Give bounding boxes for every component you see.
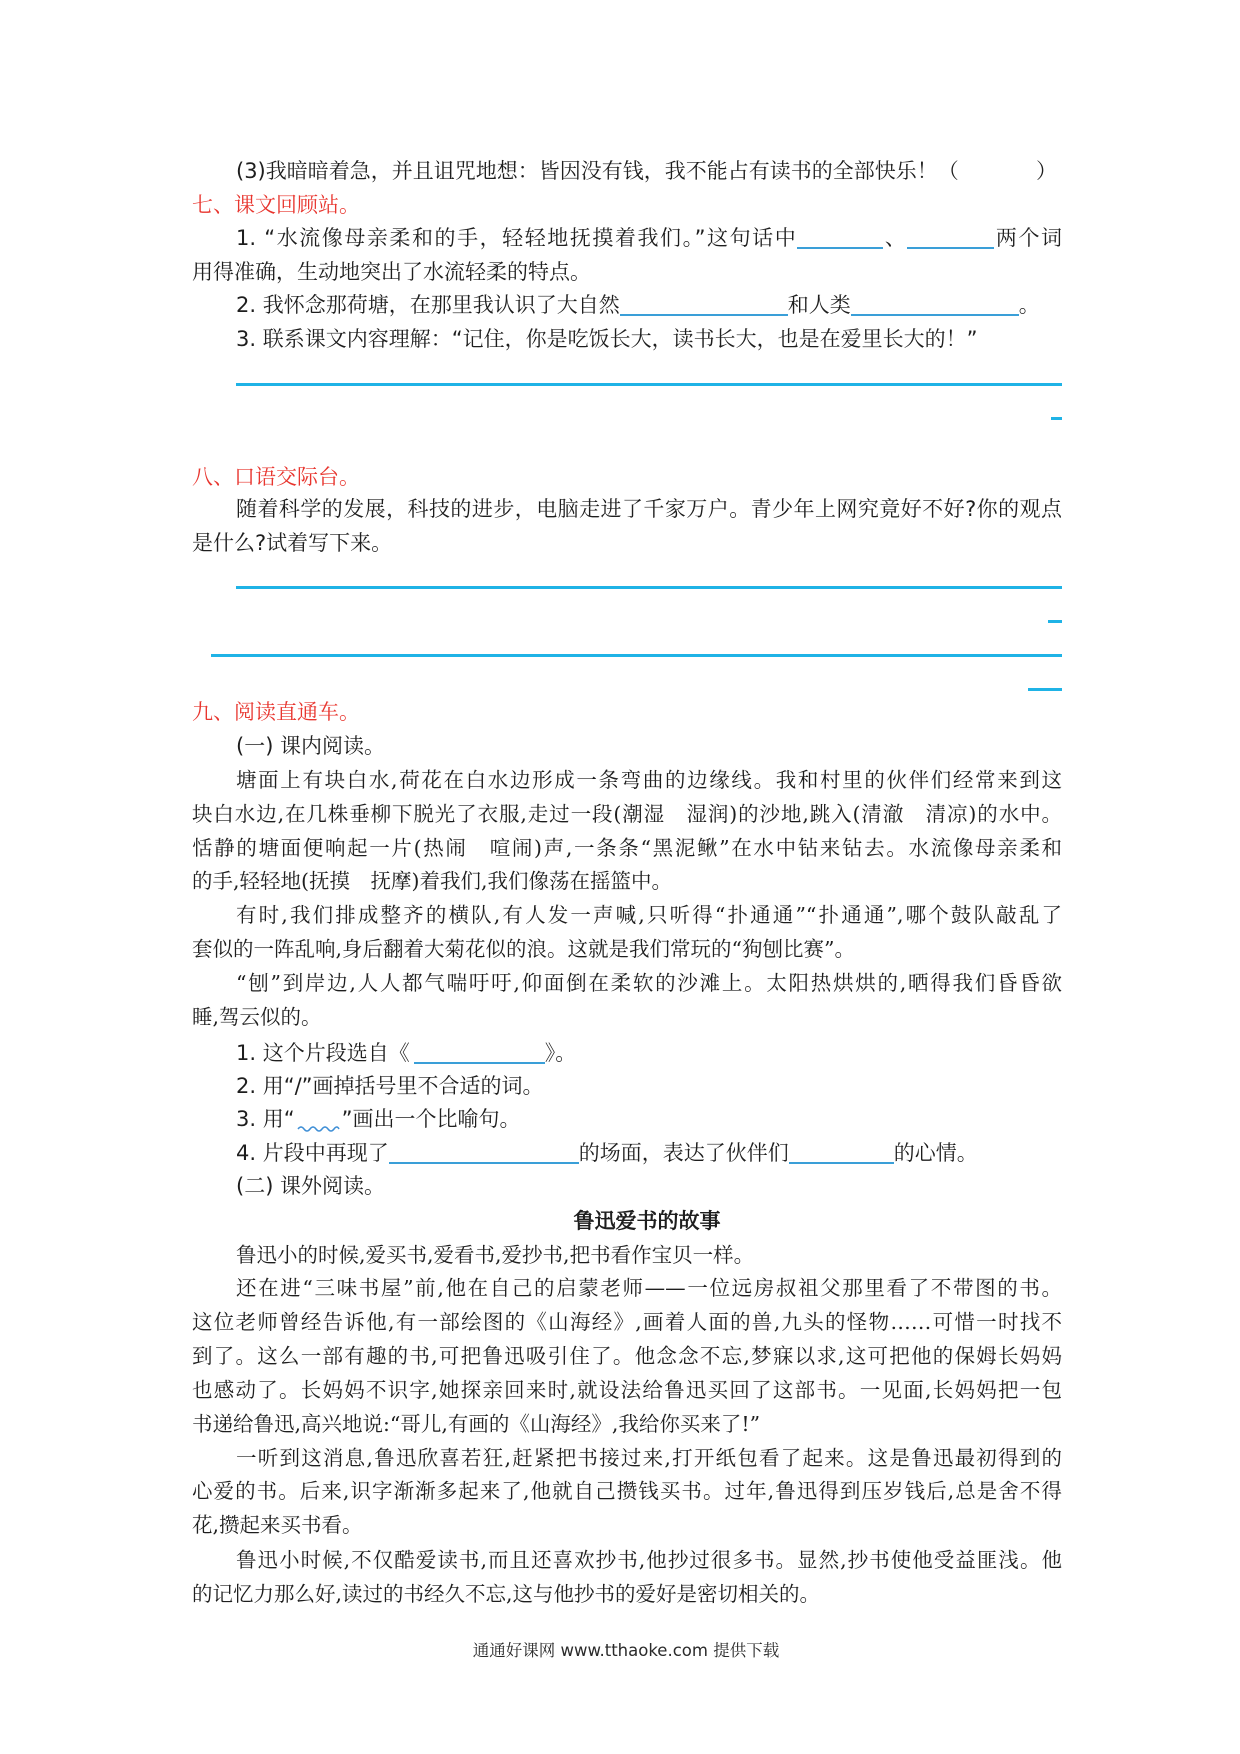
question-text: 4. 片段中再现了	[236, 1141, 389, 1165]
passage-line: 块白水边,在几株垂柳下脱光了衣服,走过一段(潮湿 湿润)的沙地,跳入(清澈 清凉)的水中。	[192, 802, 1062, 826]
question-text: ”画出一个比喻句。	[341, 1107, 521, 1131]
prompt-line: 随着科学的发展，科技的进步，电脑走进了千家万户。青少年上网究竟好不好?你的观点	[236, 497, 1062, 521]
reading-question-1	[236, 1036, 1062, 1070]
question-item-text-group	[236, 154, 959, 188]
question-text: 的场面，表达了伙伴们	[578, 1141, 789, 1165]
answer-blank	[414, 1042, 545, 1064]
question-7-1	[236, 221, 1062, 255]
passage-line: 鲁迅小的时候,爱买书,爱看书,爱抄书,把书看作宝贝一样。	[236, 1243, 755, 1267]
answer-close-paren: ）	[1036, 159, 1057, 183]
passage-line: 一听到这消息,鲁迅欣喜若狂,赶紧把书接过来,打开纸包看了起来。这是鲁迅最初得到的	[236, 1446, 1062, 1470]
answer-line-end	[1048, 620, 1062, 623]
question-item-3	[236, 154, 1057, 188]
passage-line: 花,攒起来买书看。	[192, 1513, 363, 1537]
section-heading-7: 七、课文回顾站。	[192, 193, 360, 217]
wavy-underline-icon	[297, 1111, 340, 1123]
answer-blank	[797, 227, 883, 249]
question-7-2	[236, 288, 1062, 322]
passage-line: 这位老师曾经告诉他,有一部绘图的《山海经》,画着人面的兽,九头的怪物……可惜一时找不	[192, 1310, 1062, 1334]
prompt-line: 是什么?试着写下来。	[192, 531, 393, 555]
passage-line: 鲁迅小时候,不仅酷爱读书,而且还喜欢抄书,他抄过很多书。显然,抄书使他受益匪浅。他	[236, 1548, 1062, 1572]
part-label-in-class: (一) 课内阅读。	[236, 734, 386, 758]
section-heading-9: 九、阅读直通车。	[192, 700, 360, 724]
question-text: 1. “水流像母亲柔和的手，轻轻地抚摸着我们。”这句话中	[236, 226, 798, 250]
passage-line: 睡,驾云似的。	[192, 1005, 322, 1029]
passage-line: 还在进“三味书屋”前,他在自己的启蒙老师——一位远房叔祖父那里看了不带图的书。	[236, 1276, 1062, 1300]
answer-blank	[907, 227, 994, 249]
passage-line: 到了。这么一部有趣的书,可把鲁迅吸引住了。他念念不忘,梦寐以求,这可把他的保姆长妈妈	[192, 1344, 1062, 1368]
passage-line: 塘面上有块白水,荷花在白水边形成一条弯曲的边缘线。我和村里的伙伴们经常来到这	[236, 768, 1062, 792]
passage-title: 鲁迅爱书的故事	[573, 1209, 721, 1233]
passage-line: “刨”到岸边,人人都气喘吁吁,仰面倒在柔软的沙滩上。太阳热烘烘的,晒得我们昏昏欲	[236, 971, 1062, 995]
question-text: 。	[1018, 293, 1040, 317]
reading-question-3	[236, 1102, 1062, 1136]
question-text: 、	[883, 226, 908, 250]
answer-open-paren: （	[937, 159, 959, 183]
answer-line	[236, 586, 1062, 589]
passage-line: 心爱的书。后来,识字渐渐多起来了,他就自己攒钱买书。过年,鲁迅得到压岁钱后,总是舍不得	[192, 1479, 1062, 1503]
question-text: 和人类	[787, 293, 851, 317]
question-7-3: 3. 联系课文内容理解：“记住，你是吃饭长大，读书长大，也是在爱里长大的！”	[236, 327, 978, 351]
question-text: 》。	[544, 1041, 577, 1065]
answer-line-end	[1028, 688, 1062, 691]
passage-line: 恬静的塘面便响起一片(热闹 喧闹)声,一条条“黑泥鳅”在水中钻来钻去。水流像母亲柔和	[192, 836, 1062, 860]
answer-line	[211, 654, 1062, 657]
reading-question-2: 2. 用“/”画掉括号里不合适的词。	[236, 1074, 544, 1098]
part-label-extracurricular: (二) 课外阅读。	[236, 1174, 386, 1198]
answer-blank	[789, 1142, 894, 1164]
question-item-text: (3)我暗暗着急，并且诅咒地想：皆因没有钱，我不能占有读书的全部快乐！	[236, 159, 938, 183]
question-7-1-continued: 用得准确，生动地突出了水流轻柔的特点。	[192, 260, 591, 284]
passage-line: 也感动了。长妈妈不识字,她探亲回来时,就设法给鲁迅买回了这部书。一见面,长妈妈把一包	[192, 1378, 1062, 1402]
question-text: 两个词	[994, 226, 1062, 250]
answer-blank	[851, 294, 1019, 316]
question-text: 2. 我怀念那荷塘，在那里我认识了大自然	[236, 293, 620, 317]
answer-line	[236, 383, 1062, 386]
reading-question-4	[236, 1136, 1062, 1170]
answer-blank	[389, 1142, 579, 1164]
passage-line: 书递给鲁迅,高兴地说:“哥儿,有画的《山海经》,我给你买来了!”	[192, 1412, 761, 1436]
answer-line-end	[1051, 417, 1062, 420]
passage-line: 套似的一阵乱响,身后翻着大菊花似的浪。这就是我们常玩的“狗刨比赛”。	[192, 937, 855, 961]
section-heading-8: 八、口语交际台。	[192, 465, 360, 489]
answer-blank	[620, 294, 788, 316]
passage-line: 的记忆力那么好,读过的书经久不忘,这与他抄书的爱好是密切相关的。	[192, 1582, 821, 1606]
page-footer: 通通好课网 www.tthaoke.com 提供下载	[472, 1641, 780, 1660]
question-text: 的心情。	[893, 1141, 978, 1165]
passage-line: 有时,我们排成整齐的横队,有人发一声喊,只听得“扑通通”“扑通通”,哪个鼓队敲乱了	[236, 903, 1062, 927]
question-text: 1. 这个片段选自《	[236, 1041, 410, 1065]
question-text: 3. 用“	[236, 1107, 295, 1131]
passage-line: 的手,轻轻地(抚摸 抚摩)着我们,我们像荡在摇篮中。	[192, 869, 673, 893]
